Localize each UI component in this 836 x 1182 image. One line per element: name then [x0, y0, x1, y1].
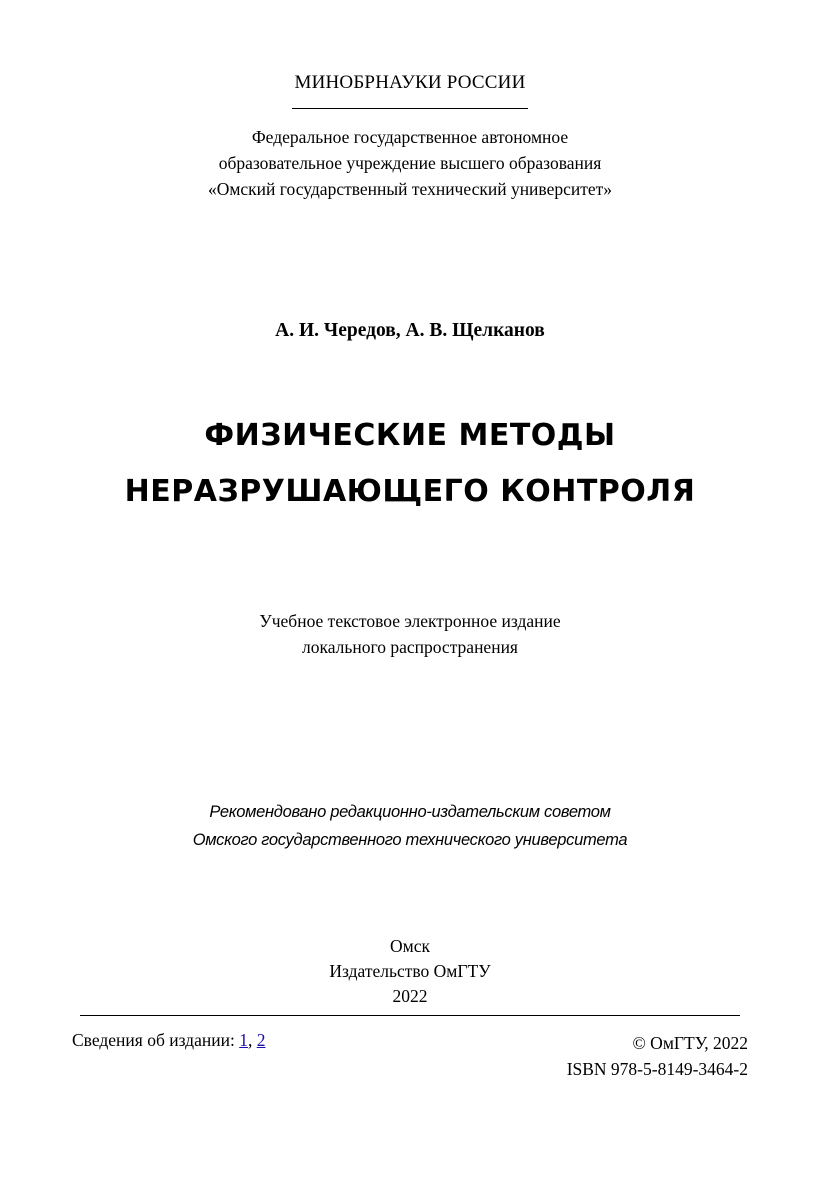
- imprint-publisher: Издательство ОмГТУ: [329, 961, 491, 981]
- link-separator: ,: [247, 1030, 253, 1050]
- recommendation-note: [0, 798, 820, 854]
- recommendation-line: Рекомендовано редакционно-издательским советом: [209, 803, 611, 821]
- title-line: ФИЗИЧЕСКИЕ МЕТОДЫ: [204, 418, 616, 453]
- recommendation-line: Омского государственного технического университета: [192, 831, 628, 849]
- isbn: ISBN 978-5-8149-3464-2: [566, 1059, 748, 1079]
- copyright: © ОмГТУ, 2022: [632, 1033, 748, 1053]
- edition-info-link-1[interactable]: 1: [239, 1030, 248, 1050]
- institution-block: [0, 124, 820, 202]
- edition-line: локального распространения: [302, 637, 518, 657]
- authors: А. И. Чередов, А. В. Щелканов: [275, 320, 545, 341]
- imprint-year: 2022: [392, 986, 428, 1006]
- edition-info: [72, 1030, 265, 1051]
- edition-info-link-2[interactable]: 2: [256, 1030, 266, 1050]
- copyright-block: [567, 1030, 748, 1082]
- edition-info-label: Сведения об издании:: [72, 1030, 235, 1050]
- title-line: НЕРАЗРУШАЮЩЕГО КОНТРОЛЯ: [124, 474, 696, 509]
- imprint-city: Омск: [390, 936, 430, 956]
- edition-line: Учебное текстовое электронное издание: [259, 611, 561, 631]
- footer-divider: [80, 1015, 740, 1016]
- institution-line: образовательное учреждение высшего образования: [218, 153, 602, 173]
- institution-line: Федеральное государственное автономное: [251, 127, 569, 147]
- imprint: [0, 934, 820, 1009]
- ministry-divider: [292, 108, 528, 109]
- institution-line: «Омский государственный технический университет»: [207, 179, 613, 199]
- ministry-name: МИНОБРНАУКИ РОССИИ: [294, 72, 526, 93]
- edition-type: [0, 608, 820, 660]
- book-title: [0, 408, 820, 520]
